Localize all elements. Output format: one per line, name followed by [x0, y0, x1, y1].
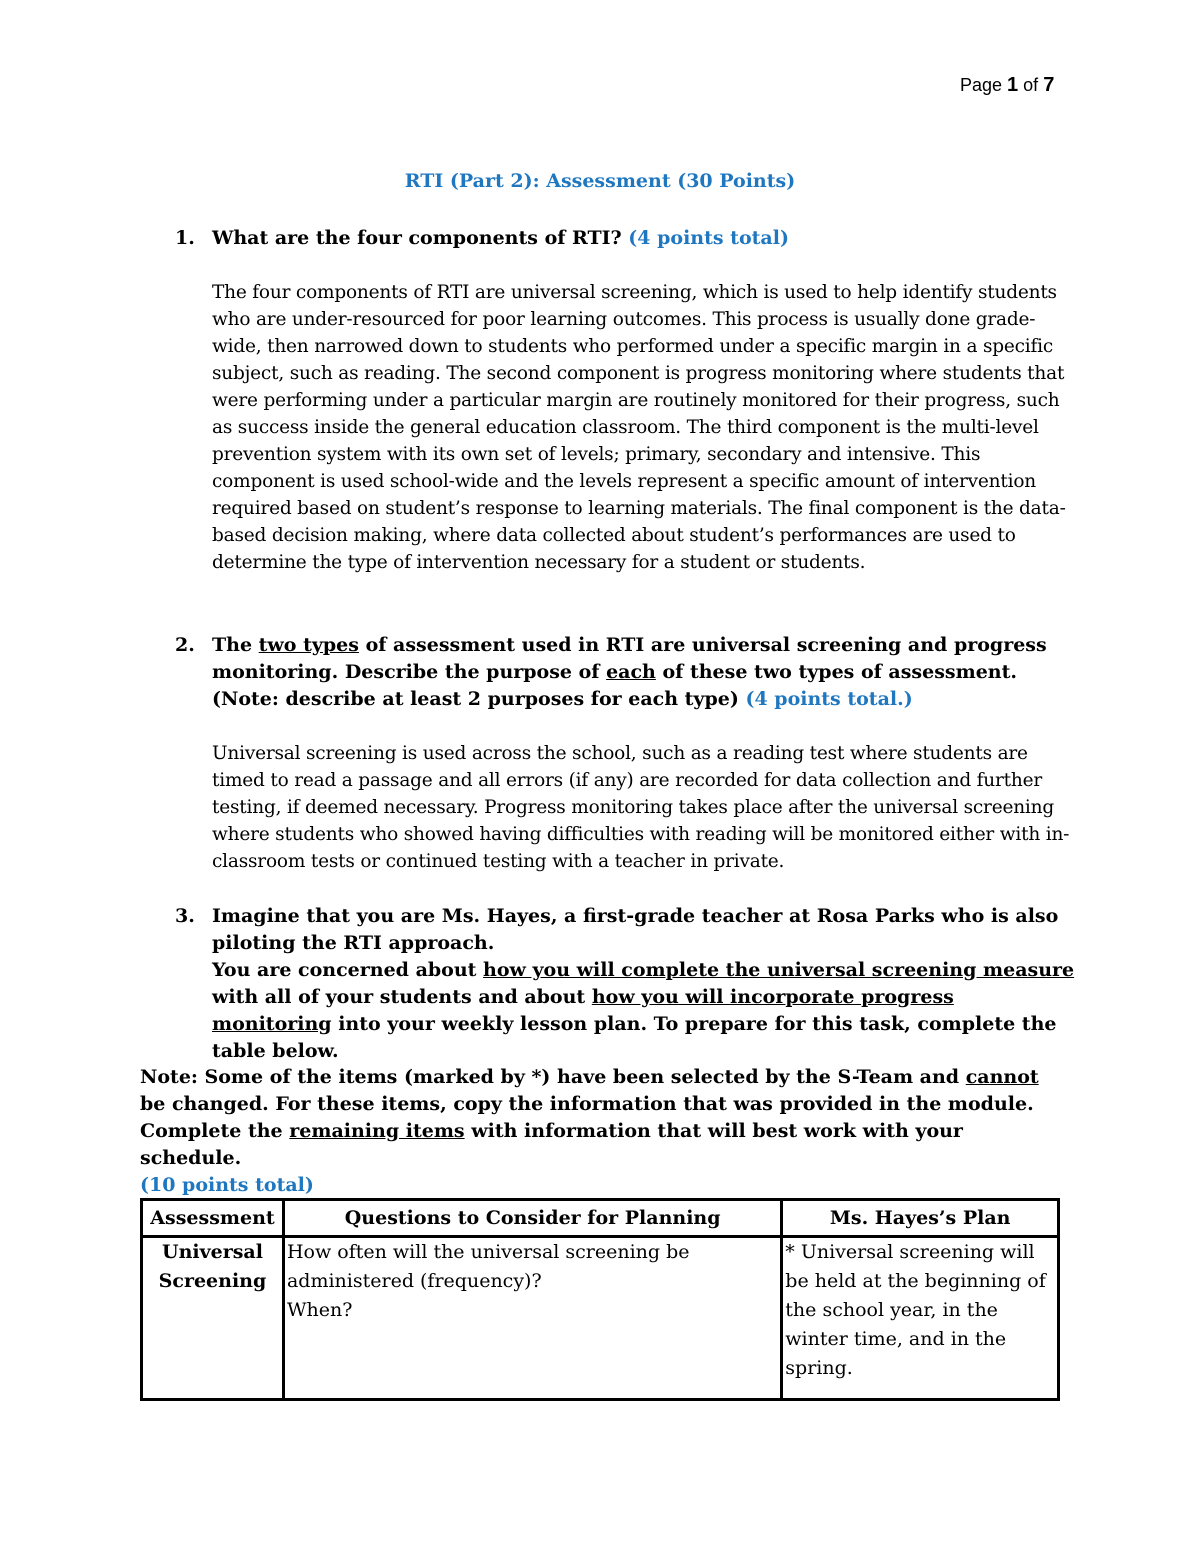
header-assessment: Assessment [142, 1200, 284, 1237]
plan-table [140, 1198, 1060, 1401]
question-1-points: (4 points total) [628, 227, 789, 249]
question-1-number: 1. [175, 227, 195, 249]
page-number [960, 74, 1054, 97]
note-underline1: cannot [965, 1066, 1039, 1088]
table-row [142, 1237, 1059, 1400]
question-3 [175, 903, 1075, 1065]
assessment-line1: Universal [162, 1241, 263, 1263]
note-underline2: remaining items [289, 1120, 465, 1142]
question-2-underline2: each [606, 661, 656, 683]
question-3-number: 3. [175, 905, 195, 927]
plan-text: * Universal screening will be held at the beginning of the school year, in the winter time, and in the spring. [785, 1241, 1046, 1379]
plan-cell[interactable] [782, 1237, 1059, 1400]
assessment-line2: Screening [158, 1270, 267, 1292]
page-of: of [1018, 75, 1044, 95]
header-questions: Questions to Consider for Planning [283, 1200, 781, 1237]
assessment-cell [142, 1237, 284, 1400]
question-2-part2: of assessment used in RTI are universal screening and progress monitoring. Describe the purpose of [212, 634, 1047, 683]
question-3-part1: You are concerned about [212, 959, 484, 981]
question-1 [175, 225, 1075, 252]
page-total: 7 [1043, 74, 1055, 96]
answer-2: Universal screening is used across the school, such as a reading test where students are timed to read a passage and all errors (if any) are recorded for data collection and further testing, if deemed necessary. Progress monitoring takes place after the universal screening where students who showed having difficulties with reading will be monitored either with in-classroom tests or continued testing with a teacher in private. [212, 743, 1070, 872]
question-3-underline1: how you will complete the universal screening measure [483, 959, 1075, 981]
page-prefix: Page [960, 75, 1008, 95]
question-line1: How often will the universal screening be administered (frequency)? [286, 1241, 690, 1292]
question-2 [175, 632, 1075, 713]
question-2-part1: The [212, 634, 259, 656]
questions-cell[interactable] [283, 1237, 781, 1400]
question-3-underline2: how you will incorporate progress monitoring [212, 986, 954, 1035]
note-part2: be changed. For these items, copy the information that was provided in the module. Complete the [140, 1093, 1034, 1142]
question-2-part3: of these two types of assessment. (Note: describe at least 2 purposes for each type) [212, 661, 1018, 710]
note-part3: with information that will best work with your schedule. [140, 1120, 963, 1169]
question-2-points: (4 points total.) [745, 688, 913, 710]
note-part1: Note: Some of the items (marked by *) have been selected by the S-Team and [140, 1066, 966, 1088]
question-3-part2: with all of your students and about [212, 986, 592, 1008]
answer-1: The four components of RTI are universal screening, which is used to help identify students who are under-resourced for poor learning outcomes. This process is usually done grade-wide, then narrowed down to students who performed under a specific margin in a specific subject, such as reading. The second component is progress monitoring where students that were performing under a particular margin are routinely monitored for their progress, such as success inside the general education classroom. The third component is the multi-level prevention system with its own set of levels; primary, secondary and intensive. This component is used school-wide and the levels represent a specific amount of intervention required based on student’s response to learning materials. The final component is the data-based decision making, where data collected about student’s performances are used to determine the type of intervention necessary for a student or students. [212, 282, 1066, 573]
question-3-part3: into your weekly lesson plan. To prepare for this task, complete the table below. [212, 1013, 1057, 1062]
table-header-row [142, 1200, 1059, 1237]
header-plan: Ms. Hayes’s Plan [782, 1200, 1059, 1237]
page-current: 1 [1007, 74, 1019, 96]
note-points: (10 points total) [140, 1174, 314, 1196]
document-title: RTI (Part 2): Assessment (30 Points) [404, 170, 796, 192]
question-3-line1: Imagine that you are Ms. Hayes, a first-grade teacher at Rosa Parks who is also piloting the RTI approach. [212, 905, 1059, 954]
question-1-text: What are the four components of RTI? [212, 227, 622, 249]
question-2-underline1: two types [258, 634, 359, 656]
question-2-number: 2. [175, 634, 195, 656]
note [140, 1064, 1070, 1199]
question-line2: When? [286, 1299, 353, 1321]
